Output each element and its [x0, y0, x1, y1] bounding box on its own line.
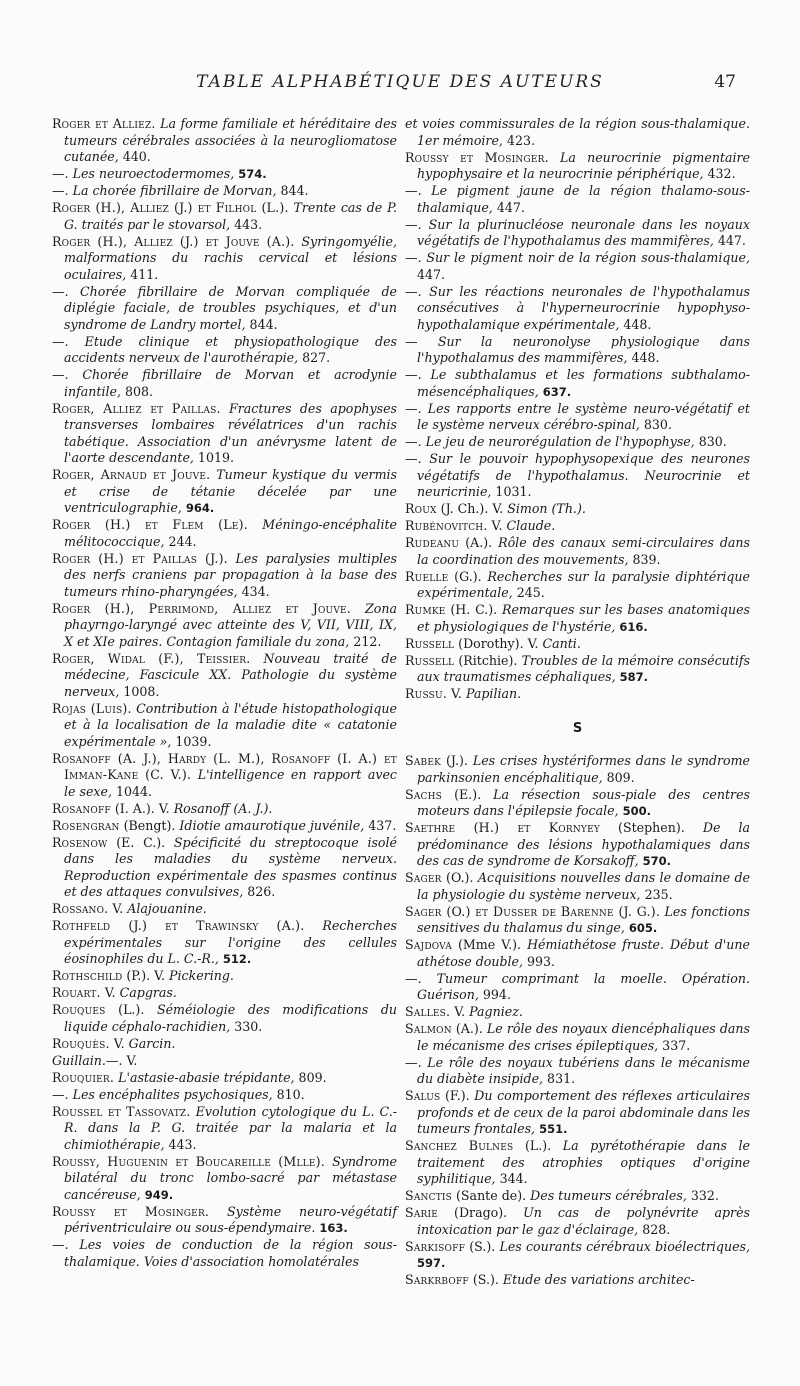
entry-author: Roger (H.), Alliez (J.) et Filhol (L.).: [52, 200, 289, 215]
entry-page-ref: 500.: [622, 804, 651, 818]
entry-text: 810.: [272, 1086, 305, 1102]
entry-text: (E. C.).: [107, 834, 174, 850]
entry-text: 447.: [492, 199, 525, 215]
entry-author: Rosanoff (A. J.), Hardy (L. M.), Rosanoff (I. A.) et Imman-Kane (C. V.).: [52, 750, 397, 782]
entry-text: 244.: [164, 533, 197, 549]
index-entry: [52, 701, 397, 751]
index-entry: [405, 518, 750, 535]
index-entry: [405, 401, 750, 434]
index-entry: [405, 1239, 750, 1272]
entry-author: Rumke: [405, 602, 446, 617]
entry-title: —. Le subthalamus et les formations subthalamo-mésencéphaliques,: [405, 367, 750, 399]
entry-text: 434.: [237, 583, 270, 599]
index-entry: [52, 601, 397, 651]
index-entry: [405, 367, 750, 400]
index-entry: [405, 787, 750, 820]
entry-text: V.: [487, 518, 507, 533]
entry-text: (Drago).: [438, 1205, 524, 1220]
index-entry: [405, 1205, 750, 1238]
entry-title: Evolution cytologique du L. C.-R. dans la P. G. traitée par la malaria et la chimiothérapie,: [64, 1103, 397, 1152]
entry-text: (P.). V.: [122, 968, 170, 983]
entry-author: Roger (H.), Alliez (J.) et Jouve (A.).: [52, 233, 295, 249]
entry-text: 994.: [478, 987, 511, 1002]
entry-title: Rôle des canaux semi-circulaires dans la coordination des mouvements,: [417, 535, 750, 567]
entry-text: (G.).: [448, 568, 488, 584]
entry-title: Syringomyélie, malformations du rachis cervical et lésions oculaires,: [64, 233, 397, 282]
entry-text: 1019.: [193, 450, 234, 465]
entry-title: L'astasie-abasie trépidante,: [114, 1069, 295, 1085]
entry-page-ref: 605.: [628, 921, 658, 935]
entry-page-ref: 597.: [417, 1256, 446, 1270]
entry-author: Ruelle: [405, 568, 449, 584]
entry-author: Rosanoff: [52, 800, 111, 816]
entry-title: Guillain.: [52, 1052, 106, 1068]
index-entry: [405, 183, 750, 216]
entry-page-ref: 551.: [539, 1122, 568, 1136]
index-entry: [405, 217, 750, 250]
index-entry: [52, 651, 397, 701]
entry-page-ref: 949.: [144, 1187, 174, 1202]
index-entry: [52, 1087, 397, 1104]
entry-text: 844.: [245, 316, 278, 332]
index-entry: [52, 1154, 397, 1204]
entry-author: Rouart.: [52, 985, 101, 1000]
index-entry: [52, 968, 397, 985]
index-entry: [52, 818, 397, 835]
index-entry: [405, 1055, 750, 1088]
entry-title: —. Le rôle des noyaux tubériens dans le mécanisme du diabète insipide,: [405, 1054, 750, 1086]
index-entry: [405, 904, 750, 937]
index-entry: [52, 234, 397, 284]
index-entry: [405, 451, 750, 501]
entry-author: Salus: [405, 1088, 441, 1103]
index-entry: [52, 166, 397, 183]
entry-title: De la prédominance des lésions hypothalamiques dans des cas de syndrome de Korsakoff,: [417, 820, 751, 868]
entry-title: L'intelligence en rapport avec le sexe,: [64, 767, 397, 799]
entry-text: (J.).: [441, 753, 473, 768]
entry-text: 344.: [495, 1171, 528, 1186]
entry-author: Roger, Arnaud et Jouve.: [52, 467, 211, 482]
index-entry: [52, 985, 397, 1002]
entry-text: 212.: [349, 633, 382, 649]
entry-text: 831.: [543, 1071, 576, 1086]
entry-text: (S.).: [468, 1272, 503, 1287]
entry-title: —. Les encéphalites psychosiques,: [52, 1086, 273, 1102]
index-entry: [52, 367, 397, 400]
entry-text: 993.: [523, 953, 556, 969]
entry-title: Les courants cérébraux bioélectriques,: [499, 1238, 750, 1254]
entry-text: 809.: [602, 769, 635, 785]
entry-author: Roger (H.) et Paillas (J.).: [52, 550, 228, 566]
entry-author: Rothfeld (J.) et Trawinsky (A.).: [52, 918, 305, 933]
section-letter: S: [572, 720, 583, 736]
index-entry: [52, 1002, 397, 1035]
index-entry: [405, 1138, 750, 1188]
entry-title: Spécificité du streptocoque isolé dans les maladies du système nerveux. Reproduction expérimentale des spasmes continus et des attaques convulsives,: [64, 834, 397, 899]
index-entry: [405, 284, 750, 334]
entry-title: Papilian.: [465, 686, 522, 701]
entry-author: Sarie: [405, 1205, 439, 1220]
entry-text: V.: [447, 686, 466, 701]
entry-text: 1044.: [111, 783, 153, 799]
index-entry: [52, 334, 397, 367]
index-entry: [52, 1204, 397, 1237]
index-entry: [405, 937, 750, 970]
entry-text: 1008.: [119, 683, 160, 699]
entry-author: Roger et Alliez.: [52, 116, 156, 131]
entry-title: Pagniez.: [469, 1004, 523, 1019]
entry-text: 1031.: [491, 484, 532, 499]
entry-page-ref: 163.: [319, 1221, 348, 1235]
entry-text: 839.: [628, 551, 661, 567]
entry-text: 830.: [639, 417, 672, 432]
entry-title: — Sur la neuronolyse physiologique dans l'hypothalamus des mammifères,: [405, 333, 750, 365]
index-entry: [405, 971, 750, 1004]
entry-author: Russell: [405, 635, 455, 651]
entry-text: (Sante de).: [452, 1188, 531, 1203]
entry-text: 808.: [121, 383, 154, 399]
entry-text: V.: [450, 1004, 470, 1019]
entry-page-ref: 637.: [542, 384, 572, 399]
index-entry: [52, 1036, 397, 1053]
entry-title: —. Le jeu de neurorégulation de l'hypophyse,: [405, 434, 695, 449]
entry-text: 432.: [703, 166, 736, 181]
entry-title: La neurocrinie pigmentaire hypophysaire et la neurocrinie périphérique,: [417, 149, 750, 181]
entry-author: Rubénovitch.: [405, 518, 488, 533]
index-entry: [405, 116, 750, 149]
index-entry: [405, 820, 750, 870]
index-entry: [405, 1188, 750, 1205]
entry-text: V.: [108, 901, 128, 916]
index-entry: [405, 870, 750, 903]
index-entry: [405, 334, 750, 367]
entry-author: Sager: [405, 870, 442, 885]
entry-text: 245.: [512, 585, 545, 600]
entry-text: (A.).: [451, 1021, 487, 1036]
entry-author: Rouques: [52, 1002, 106, 1017]
entry-text: (E.).: [442, 786, 494, 802]
entry-text: (L.).: [513, 1138, 563, 1153]
entry-text: (Bengt).: [119, 817, 180, 833]
entry-author: Roussy et Mosinger.: [52, 1203, 210, 1219]
right-column: [405, 116, 750, 1289]
index-entry: [405, 636, 750, 653]
entry-text: V.: [100, 985, 120, 1000]
entry-title: —. Tumeur comprimant la moelle. Opération. Guérison,: [405, 970, 750, 1002]
index-entry: [52, 467, 397, 517]
entry-author: Rosenow: [52, 834, 108, 850]
entry-author: Salmon: [405, 1021, 452, 1036]
entry-author: Sajdova: [405, 937, 452, 952]
entry-title: Du comportement des réflexes articulaires profonds et de ceux de la paroi abdominale dans les tumeurs frontales,: [417, 1088, 750, 1136]
entry-text: 826.: [243, 884, 276, 899]
index-entry: [52, 1070, 397, 1087]
index-entry: [405, 535, 750, 568]
entry-text: (F.).: [440, 1088, 475, 1103]
entry-text: 411.: [126, 266, 159, 282]
index-entry: [52, 116, 397, 166]
entry-title: Remarques sur les bases anatomiques et physiologiques de l'hystérie,: [417, 602, 750, 634]
entry-text: (S.).: [465, 1238, 500, 1254]
entry-author: Rossano.: [52, 901, 109, 916]
entry-page-ref: 964.: [185, 501, 215, 515]
entry-title: Un cas de polynévrite après intoxication par le gaz d'éclairage,: [417, 1205, 750, 1237]
index-entry: [405, 569, 750, 602]
entry-title: Idiotie amaurotique juvénile,: [179, 817, 365, 833]
entry-text: (Dorothy). V.: [454, 635, 543, 651]
entry-text: 447.: [417, 266, 446, 282]
entry-author: Roux: [405, 501, 437, 516]
entry-text: 337.: [658, 1037, 691, 1053]
index-entry: [405, 753, 750, 786]
index-entry: [52, 401, 397, 467]
entry-title: —. Chorée fibrillaire de Morvan et acrodynie infantile,: [52, 367, 397, 399]
entry-title: —. Le pigment jaune de la région thalamo-sous-thalamique,: [405, 183, 750, 215]
entry-text: 332.: [686, 1188, 719, 1203]
entry-author: Rothschild: [52, 968, 123, 983]
entry-text: 443.: [164, 1136, 197, 1152]
entry-title: Acquisitions nouvelles dans le domaine de la physiologie du système nerveux,: [417, 870, 750, 902]
index-entry: [405, 602, 750, 635]
entry-title: Etude des variations architec-: [502, 1272, 695, 1287]
entry-title: Contribution à l'étude histopathologique et à la localisation de la maladie dite « catatonie expérimentale »,: [64, 700, 397, 749]
entry-title: Les crises hystériformes dans le syndrome parkinsonien encéphalitique,: [417, 753, 750, 785]
index-entry: [52, 517, 397, 550]
entry-title: Troubles de la mémoire consécutifs aux traumatismes céphaliques,: [417, 652, 750, 684]
entry-author: Roussy et Mosinger.: [405, 149, 549, 165]
running-title: TABLE ALPHABÉTIQUE DES AUTEURS: [196, 72, 604, 92]
entry-page-ref: 512.: [222, 952, 252, 966]
index-entry: [405, 1004, 750, 1021]
entry-title: Recherches expérimentales sur l'origine des cellules éosinophiles du L. C.-R.,: [64, 918, 397, 966]
entry-title: Système neuro-végétatif périventriculaire ou sous-épendymaire.: [64, 1203, 397, 1235]
index-entry: [52, 183, 397, 200]
entry-title: Les fonctions sensitives du thalamus du singe,: [417, 903, 750, 935]
index-entry: [52, 1237, 397, 1270]
entry-author: Roger (H.), Perrimond, Alliez et Jouve.: [52, 600, 352, 616]
entry-title: —. La chorée fibrillaire de Morvan,: [52, 183, 277, 198]
entry-author: Roussel et Tassovatz.: [52, 1103, 191, 1119]
index-entry: [52, 200, 397, 233]
index-entry: [405, 1021, 750, 1054]
index-entry: [52, 918, 397, 968]
index-entry: [52, 751, 397, 801]
entry-title: La forme familiale et héréditaire des tumeurs cérébrales associées à la neurogliomatose cutanée,: [64, 116, 398, 164]
index-entry: [52, 1104, 397, 1154]
entry-title: La pyrétothérapie dans le traitement des atrophies optiques d'origine syphilitique,: [417, 1138, 750, 1186]
entry-title: Les paralysies multiples des nerfs craniens par propagation à la base des tumeurs rhino-pharyngées,: [64, 550, 397, 599]
entry-title: —. Les rapports entre le système neuro-végétatif et le système nerveux cérébro-spinal,: [405, 400, 750, 432]
entry-author: Roger, Alliez et Paillas.: [52, 400, 221, 416]
entry-author: Rosengran: [52, 817, 120, 833]
index-entry: [52, 284, 397, 334]
entry-text: (Ritchie).: [454, 652, 522, 668]
entry-title: Syndrome bilatéral du tronc lombo-sacré par métastase cancéreuse,: [64, 1153, 397, 1202]
index-entry: [52, 801, 397, 818]
entry-author: Salles.: [405, 1004, 451, 1019]
entry-text: (L.).: [105, 1002, 157, 1017]
entry-author: Sager (O.) et Dusser de Barenne (J. G.).: [405, 903, 661, 919]
entry-title: Des tumeurs cérébrales,: [530, 1188, 687, 1203]
left-column: [52, 116, 397, 1271]
index-entry: [52, 551, 397, 601]
index-entry: [52, 901, 397, 918]
entry-title: —. Les neuroectodermomes,: [52, 166, 235, 181]
entry-text: 440.: [118, 149, 151, 164]
entry-text: (H. C.).: [445, 602, 502, 617]
entry-text: (Stephen).: [599, 820, 703, 835]
index-entry: [405, 434, 750, 451]
entry-title: Rosanoff (A. J.).: [173, 800, 273, 816]
entry-author: Rouquier.: [52, 1069, 115, 1085]
entry-text: 828.: [638, 1221, 671, 1237]
entry-title: —. Etude clinique et physiopathologique des accidents nerveux de l'aurothérapie,: [52, 333, 397, 365]
entry-title: —. Sur la plurinucléose neuronale dans les noyaux végétatifs de l'hypothalamus des mammifères,: [405, 216, 750, 248]
entry-title: —. Sur les réactions neuronales de l'hypothalamus consécutives à l'hyperneurocrinie hypophyso-hypothalamique expérimentale,: [405, 283, 750, 332]
entry-title: —. Chorée fibrillaire de Morvan compliquée de diplégie faciale, de troubles psychiques, et d'un syndrome de Landry mortel,: [52, 283, 397, 332]
page-number: 47: [714, 72, 736, 92]
entry-text: (O.).: [441, 870, 478, 885]
entry-text: 437.: [364, 817, 397, 833]
entry-title: Alajouanine.: [127, 901, 207, 916]
entry-title: Canti.: [542, 635, 581, 651]
entry-title: Pickering.: [169, 968, 234, 983]
entry-text: 1039.: [171, 733, 212, 749]
entry-title: —. Les voies de conduction de la région sous-thalamique. Voies d'association homolatérales: [52, 1237, 397, 1269]
index-entry: [405, 686, 750, 703]
entry-author: Russell: [405, 652, 455, 668]
entry-text: 423.: [502, 132, 535, 148]
index-entry: [405, 150, 750, 183]
entry-text: V.: [109, 1035, 129, 1051]
entry-page-ref: 616.: [619, 619, 648, 634]
entry-title: —. Sur le pouvoir hypophysopexique des neurones végétatifs de l'hypothalamus. Neurocrinie et neuricrinie,: [405, 451, 750, 499]
entry-title: Garcin.: [128, 1035, 176, 1051]
entry-author: Rojas (Luis).: [52, 700, 132, 716]
entry-text: (J. Ch.). V.: [436, 501, 508, 516]
entry-author: Sanchez Bulnes: [405, 1138, 514, 1153]
entry-title: et voies commissurales de la région sous-thalamique. 1er mémoire,: [405, 116, 750, 148]
entry-text: 448.: [619, 316, 652, 332]
entry-page-ref: 574.: [238, 167, 267, 181]
entry-author: Rudeanu: [405, 535, 460, 550]
entry-title: Zona phayrngo-laryngé avec atteinte des V, VII, VIII, IX, X et XIe paires. Contagion familiale du zona,: [64, 600, 397, 649]
entry-title: Claude.: [506, 518, 556, 533]
entry-author: Roger (H.) et Flem (Le).: [52, 517, 248, 532]
entry-title: La résection sous-piale des centres moteurs dans l'épilepsie focale,: [417, 786, 750, 818]
entry-text: 330.: [230, 1018, 263, 1034]
entry-text: 235.: [640, 886, 673, 902]
entry-title: Méningo-encéphalite mélitococcique,: [64, 517, 398, 549]
entry-author: Sarkisoff: [405, 1238, 466, 1254]
entry-text: (I. A.). V.: [110, 800, 174, 816]
entry-author: Roger, Widal (F.), Teissier.: [52, 650, 251, 666]
entry-text: 448.: [627, 350, 660, 365]
entry-text: 443.: [230, 216, 263, 232]
entry-author: Sarkrboff: [405, 1272, 469, 1287]
entry-title: Nouveau traité de médecine, Fascicule XX. Pathologie du système nerveux,: [64, 650, 397, 699]
entry-title: —. Sur le pigment noir de la région sous-thalamique,: [405, 250, 750, 265]
running-header: [0, 72, 800, 94]
entry-title: Tumeur kystique du vermis et crise de tétanie décelée par une ventriculographie,: [64, 467, 398, 515]
entry-title: Fractures des apophyses transverses lombaires révélatrices d'un rachis tabétique. Association d'un anévrysme latent de l'aorte descendante,: [64, 400, 398, 465]
entry-title: Recherches sur la paralysie diphtérique expérimentale,: [417, 568, 750, 600]
index-entry: [52, 1053, 397, 1070]
index-entry: [52, 835, 397, 901]
entry-page-ref: 587.: [619, 670, 649, 684]
entry-title: Capgras.: [119, 985, 177, 1000]
entry-title: Simon (Th.).: [507, 501, 586, 516]
entry-title: Hémiathétose fruste. Début d'une athétose double,: [417, 937, 750, 969]
entry-author: Sachs: [405, 786, 443, 802]
entry-text: 827.: [298, 350, 331, 365]
entry-author: Rouquès.: [52, 1035, 110, 1051]
entry-page-ref: 570.: [642, 854, 671, 868]
entry-text: (Mme V.).: [451, 937, 528, 952]
index-entry: [405, 1088, 750, 1138]
entry-text: 447.: [713, 233, 746, 248]
entry-text: —. V.: [105, 1052, 138, 1068]
entry-title: Le rôle des noyaux diencéphaliques dans le mécanisme des crises épileptiques,: [417, 1021, 750, 1053]
entry-author: Roussy, Huguenin et Boucareille (Mlle).: [52, 1153, 325, 1169]
entry-author: Russu.: [405, 686, 448, 701]
entry-author: Sabek: [405, 753, 442, 768]
entry-author: Sanctis: [405, 1188, 453, 1203]
index-entry: [405, 1272, 750, 1289]
entry-text: (A.).: [459, 535, 499, 550]
index-entry: [405, 653, 750, 686]
entry-title: Séméiologie des modifications du liquide céphalo-rachidien,: [64, 1002, 398, 1034]
entry-text: 809.: [294, 1069, 327, 1085]
index-entry: [405, 250, 750, 283]
entry-text: 844.: [276, 183, 309, 198]
entry-text: 830.: [694, 434, 727, 449]
index-entry: [405, 501, 750, 518]
entry-author: Saethre (H.) et Kornyey: [405, 820, 600, 835]
entry-title: Trente cas de P. G. traités par le stovarsol,: [64, 200, 397, 232]
